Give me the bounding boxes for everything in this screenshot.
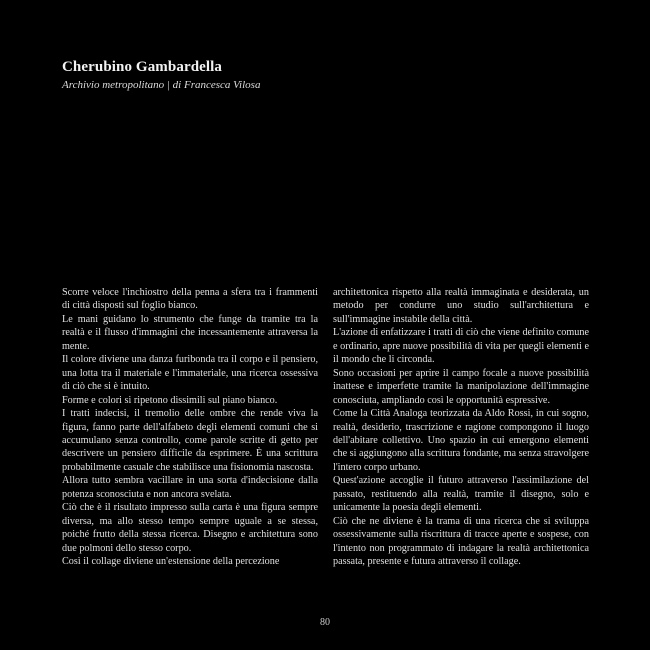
paragraph: Le mani guidano lo strumento che funge da tramite tra la realtà e il flusso d'immagini che incessantemente attraversa la mente. — [62, 313, 318, 352]
paragraph: Quest'azione accoglie il futuro attraverso l'assimilazione del passato, restituendo alla realtà, tramite il disegno, solo e unicamente la poesia degli elementi. — [333, 475, 589, 514]
article-subtitle: Archivio metropolitano | di Francesca Vilosa — [62, 79, 261, 91]
paragraph: I tratti indecisi, il tremolio delle ombre che rende viva la figura, fanno parte dell'alfabeto degli elementi comuni che si accumulano senza controllo, come parole scritte di getto per descrivere un pensiero difficile da esprimere. È una scrittura probabilmente casuale che stabilisce una fisionomia nascosta. — [62, 408, 318, 473]
left-column — [62, 286, 318, 569]
paragraph: architettonica rispetto alla realtà immaginata e desiderata, un metodo per condurre uno studio sull'architettura e sull'immagine instabile della città. — [333, 287, 589, 325]
paragraph: L'azione di enfatizzare i tratti di ciò che viene definito comune e ordinario, apre nuove possibilità di vita per quegli elementi e il mondo che li circonda. — [333, 327, 589, 366]
paragraph: Sono occasioni per aprire il campo focale a nuove possibilità inattese e imperfette tramite la manipolazione dell'immagine conosciuta, ampliando così le opportunità espressive. — [333, 367, 589, 406]
paragraph: Scorre veloce l'inchiostro della penna a sfera tra i frammenti di città disposti sul foglio bianco. — [62, 287, 318, 312]
paragraph: Ciò che è il risultato impresso sulla carta è una figura sempre diversa, ma allo stesso tempo sempre uguale a se stessa, poiché frutto della stessa ricerca. Disegno e architettura sono due polmoni dello stesso corpo. — [62, 502, 318, 554]
page-header — [62, 58, 602, 92]
right-column — [333, 286, 589, 569]
paragraph: Forme e colori si ripetono dissimili sul piano bianco. — [62, 394, 278, 406]
body-text — [62, 286, 589, 569]
paragraph: Ciò che ne diviene è la trama di una ricerca che si sviluppa ossessivamente sulla riscrittura di tracce aperte e sospese, con l'intento non programmato di indagare la realtà architettonica passata, presente e futura attraverso il collage. — [333, 515, 589, 568]
paragraph: Così il collage diviene un'estensione della percezione — [62, 556, 280, 568]
paragraph: Il colore diviene una danza furibonda tra il corpo e il pensiero, una lotta tra il materiale e l'immateriale, una ricerca ossessiva di ciò che si è intuito. — [62, 354, 318, 393]
page-number: 80 — [320, 617, 330, 628]
author-title: Cherubino Gambardella — [62, 59, 223, 75]
paragraph: Allora tutto sembra vacillare in una sorta d'indecisione dalla potenza sconosciuta e non ancora svelata. — [62, 475, 318, 500]
paragraph: Come la Città Analoga teorizzata da Aldo Rossi, in cui sogno, realtà, desiderio, trascrizione e ragione compongono il luogo dell'abitare collettivo. Uno spazio in cui emergono elementi che si aggiungono alla scrittura fondante, ma senza stravolgere l'intero corpo urbano. — [333, 408, 590, 473]
